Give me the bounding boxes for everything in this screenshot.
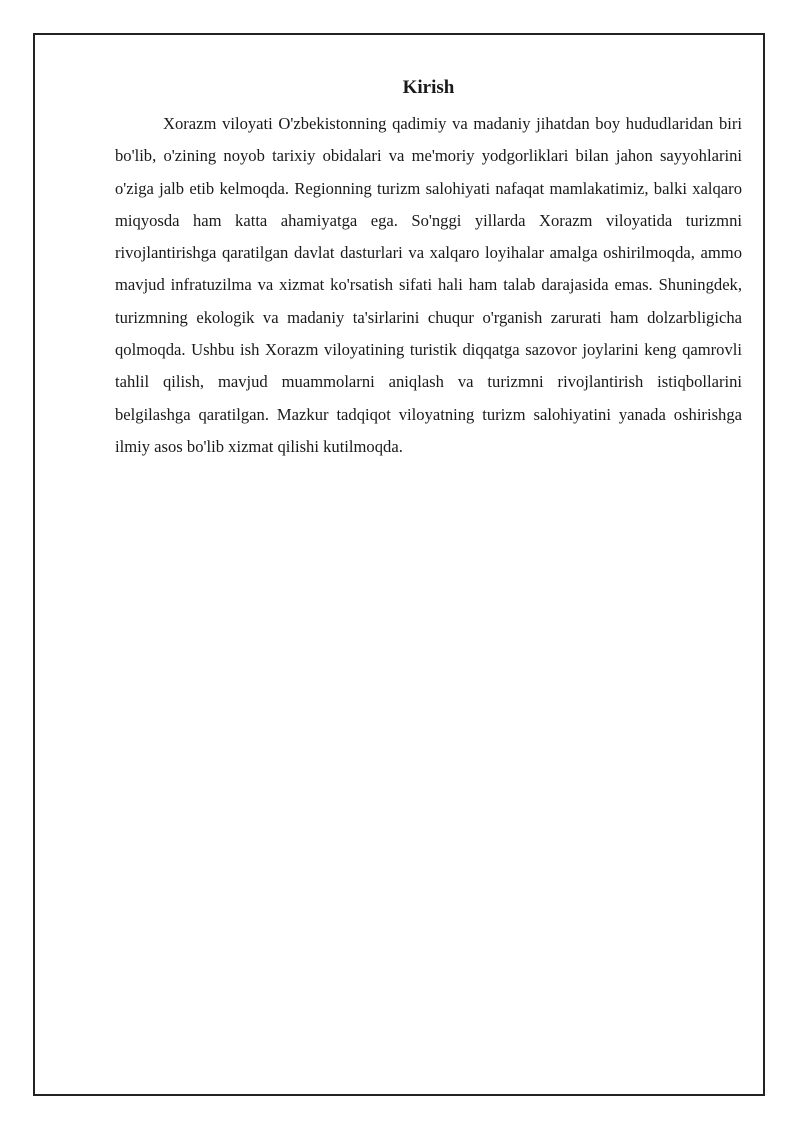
document-body (115, 76, 742, 463)
intro-paragraph: Xorazm viloyati O'zbekistonning qadimiy va madaniy jihatdan boy hududlaridan biri bo'lib, o'zining noyob tarixiy obidalari va me'moriy yodgorliklari bilan jahon sayyohlarini o'ziga jalb etib kelmoqda. Regionning turizm salohiyati nafaqat mamlakatimiz, balki xalqaro miqyosda ham katta ahamiyatga ega. So'nggi yillarda Xorazm viloyatida turizmni rivojlantirishga qaratilgan davlat dasturlari va xalqaro loyihalar amalga oshirilmoqda, ammo mavjud infratuzilma va xizmat ko'rsatish sifati hali ham talab darajasida emas. Shuningdek, turizmning ekologik va madaniy ta'sirlarini chuqur o'rganish zarurati ham dolzarbligicha qolmoqda. Ushbu ish Xorazm viloyatining turistik diqqatga sazovor joylarini keng qamrovli tahlil qilish, mavjud muammolarni aniqlash va turizmni rivojlantirish istiqbollarini belgilashga qaratilgan. Mazkur tadqiqot viloyatning turizm salohiyatini yanada oshirishga ilmiy asos bo'lib xizmat qilishi kutilmoqda. (115, 114, 742, 456)
section-heading: Kirish (402, 77, 455, 98)
